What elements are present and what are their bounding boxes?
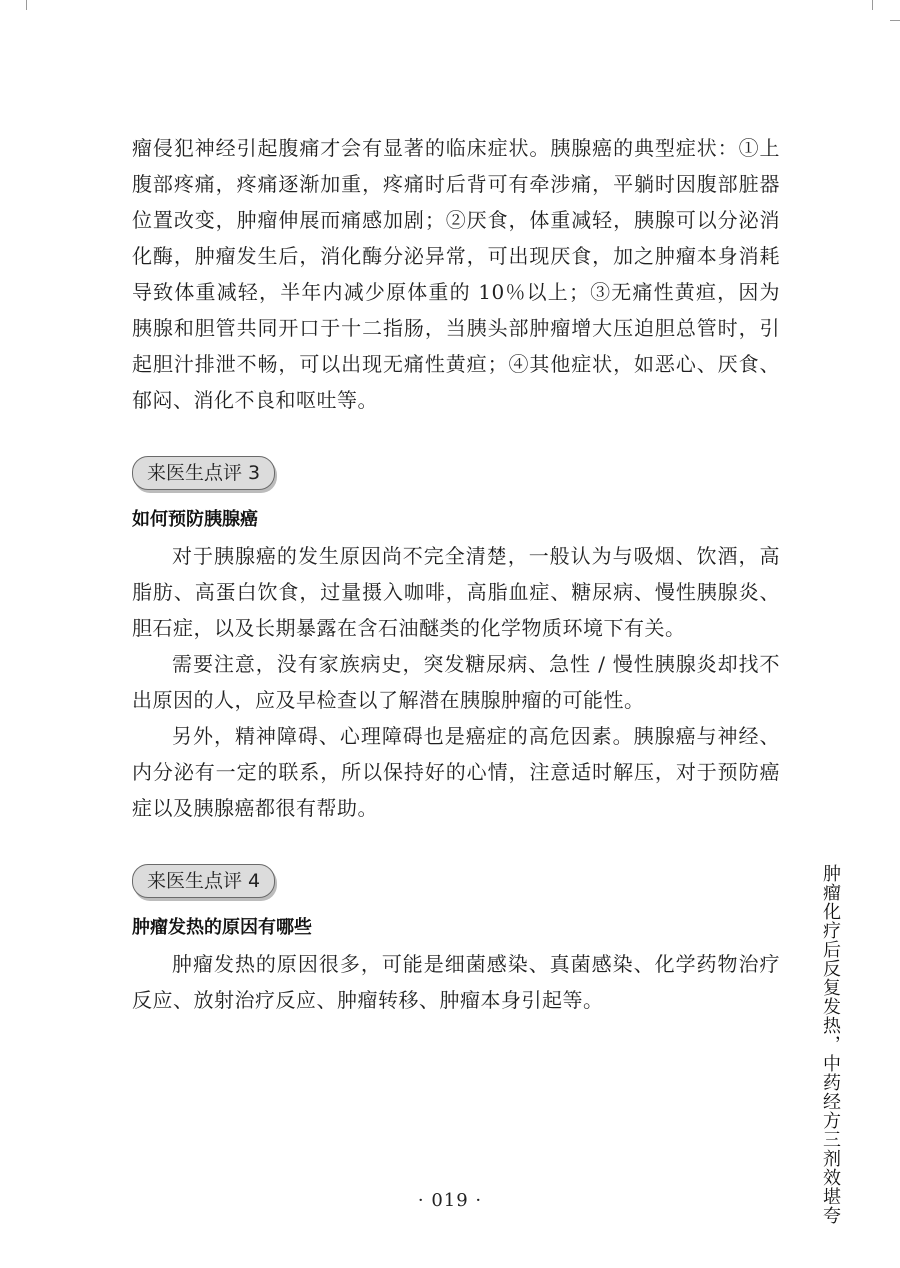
body-top [132, 130, 780, 418]
crop-mark-top-right [872, 0, 873, 10]
section-heading-3: 如何预防胰腺癌 [132, 509, 258, 530]
section-4 [132, 826, 780, 1018]
comment-badge-4: 来医生点评 4 [132, 864, 275, 898]
section-heading-4: 肿瘤发热的原因有哪些 [132, 917, 312, 938]
crop-mark-top-left [26, 0, 27, 10]
body-paragraph: 另外，精神障碍、心理障碍也是癌症的高危因素。胰腺癌与神经、内分泌有一定的联系，所以保持好的心情，注意适时解压，对于预防癌症以及胰腺癌都很有帮助。 [132, 724, 780, 820]
section-3 [132, 418, 780, 826]
page-body [132, 130, 780, 1018]
body-paragraph: 肿瘤发热的原因很多，可能是细菌感染、真菌感染、化学药物治疗反应、放射治疗反应、肿瘤转移、肿瘤本身引起等。 [132, 952, 780, 1012]
body-paragraph: 需要注意，没有家族病史，突发糖尿病、急性 / 慢性胰腺炎却找不出原因的人，应及早检查以了解潜在胰腺肿瘤的可能性。 [132, 652, 780, 712]
crop-mark-right-top [890, 20, 900, 21]
comment-badge-3: 来医生点评 3 [132, 456, 275, 490]
running-chapter-title: 肿瘤化疗后反复发热，中药经方三剂效堪夸 [820, 864, 841, 1225]
body-paragraph: 瘤侵犯神经引起腹痛才会有显著的临床症状。胰腺癌的典型症状：①上腹部疼痛，疼痛逐渐加重，疼痛时后背可有牵涉痛，平躺时因腹部脏器位置改变，肿瘤伸展而痛感加剧；②厌食，体重减轻，胰腺可以分泌消化酶，肿瘤发生后，消化酶分泌异常，可出现厌食，加之肿瘤本身消耗导致体重减轻，半年内减少原体重的 10％以上；③无痛性黄疸，因为胰腺和胆管共同开口于十二指肠，当胰头部肿瘤增大压迫胆总管时，引起胆汁排泄不畅，可以出现无痛性黄疸；④其他症状，如恶心、厌食、郁闷、消化不良和呕吐等。 [132, 136, 780, 412]
body-paragraph: 对于胰腺癌的发生原因尚不完全清楚，一般认为与吸烟、饮酒，高脂肪、高蛋白饮食，过量摄入咖啡，高脂血症、糖尿病、慢性胰腺炎、胆石症，以及长期暴露在含石油醚类的化学物质环境下有关。 [132, 544, 780, 640]
page-number: · 019 · [417, 1190, 483, 1211]
